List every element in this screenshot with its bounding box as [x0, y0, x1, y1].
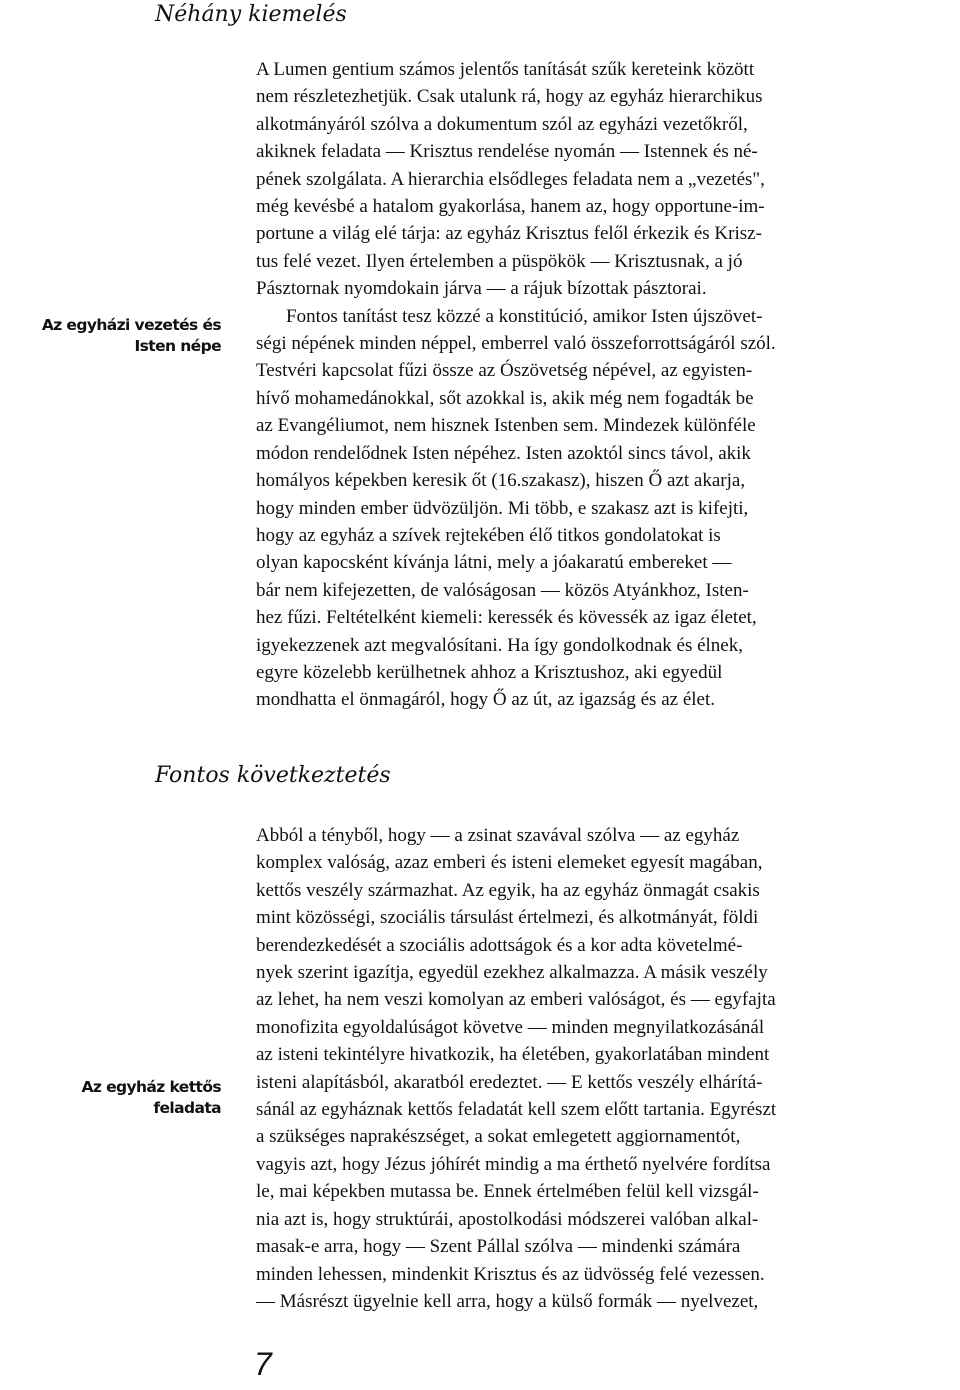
paragraph-line: Fontos tanítást tesz közzé a konstitúció, amikor Isten újszövet-	[286, 305, 763, 327]
paragraph-line: olyan kapocsként kívánja látni, mely a jóakaratú embereket —	[256, 552, 732, 574]
paragraph-line: ségi népének minden néppel, emberrel való összeforrottságáról szól.	[256, 333, 776, 355]
paragraph-line: — Másrészt ügyelnie kell arra, hogy a külső formák — nyelvezet,	[256, 1290, 759, 1312]
paragraph-line: Testvéri kapcsolat fűzi össze az Ószövetség népével, az egyisten-	[256, 360, 753, 382]
paragraph-line: sánál az egyháznak kettős feladatát kell szem előtt tartania. Egyrészt	[256, 1099, 777, 1121]
margin-note-egyhazi-vezetes: Az egyházi vezetés és Isten népe	[41, 316, 221, 355]
paragraph-line: portune a világ elé tárja: az egyház Krisztus felől érkezik és Krisz-	[256, 223, 762, 245]
paragraph-line: nia azt is, hogy struktúrái, apostolkodási módszerei valóban alkal-	[256, 1208, 759, 1230]
paragraph-line: pének szolgálata. A hierarchia elsődleges feladata nem a „vezetés",	[256, 168, 765, 190]
paragraph-line: igyekezzenek azt megvalósítani. Ha így gondolkodnak és élnek,	[256, 634, 743, 656]
section-heading-nehany-kiemeles: Néhány kiemelés	[155, 2, 347, 27]
paragraph-line: mint közösségi, szociális társulást értelmezi, és alkotmányát, földi	[256, 907, 759, 929]
paragraph-line: vagyis azt, hogy Jézus jóhírét mindig a ma érthető nyelvére fordítsa	[256, 1153, 771, 1175]
paragraph-line: hogy az egyház a szívek rejtekében élő titkos gondolatokat is	[256, 524, 721, 546]
paragraph-line: tus felé vezet. Ilyen értelemben a püspökök — Krisztusnak, a jó	[256, 250, 743, 272]
paragraph-line: az lehet, ha nem veszi komolyan az emberi valóságot, és — egyfajta	[256, 989, 776, 1011]
paragraph-line: Pásztornak nyomdokain járva — a rájuk bízottak pásztorai.	[256, 278, 707, 300]
paragraph-line: le, mai képekben mutassa be. Ennek értelmében felül kell vizsgál-	[256, 1181, 759, 1203]
section-heading-fontos-kovetkeztetes: Fontos következtetés	[155, 763, 391, 788]
paragraph-line: Abból a tényből, hogy — a zsinat szavával szólva — az egyház	[256, 825, 740, 846]
paragraph-line: komplex valóság, azaz emberi és isteni elemeket egyesít magában,	[256, 852, 763, 874]
margin-note-egyhaz-kettos-feladata: Az egyház kettős feladata	[81, 1078, 221, 1117]
paragraph-line: még kevésbé a hatalom gyakorlása, hanem az, hogy opportune-im-	[256, 196, 765, 218]
paragraph-line: a szükséges naprakészséget, a sokat emlegetett aggiornamentót,	[256, 1126, 741, 1148]
paragraph-line: módon rendelődnek Isten népéhez. Isten azoktól sincs távol, akik	[256, 442, 751, 464]
paragraph-line: egyre közelebb kerülhetnek ahhoz a Krisztushoz, aki egyedül	[256, 661, 723, 683]
paragraph-line: A Lumen gentium számos jelentős tanítását szűk kereteink között	[256, 59, 755, 80]
paragraph-line: minden lehessen, mindenkit Krisztus és az üdvösség felé vezessen.	[256, 1263, 765, 1285]
paragraph-line: hogy minden ember üdvözüljön. Mi több, e szakasz azt is kifejti,	[256, 497, 749, 519]
page-number: 7	[254, 1346, 272, 1382]
paragraph-line: berendezkedését a szociális adottságok és a kor adta követelmé-	[256, 934, 743, 956]
paragraph-line: nyek szerint igazítja, egyedül ezekhez alkalmazza. A másik veszély	[256, 962, 768, 984]
paragraph-line: kettős veszély származhat. Az egyik, ha az egyház önmagát csakis	[256, 879, 760, 901]
paragraph-line: masak-e arra, hogy — Szent Pállal szólva — mindenki számára	[256, 1236, 741, 1258]
paragraph-line: az isteni tekintélyre hivatkozik, ha életében, gyakorlatában mindent	[256, 1044, 770, 1066]
paragraph-line: akiknek feladata — Krisztus rendelése nyomán — Istennek és né-	[256, 141, 758, 163]
paragraph-line: az Evangéliumot, nem hisznek Istenben sem. Mindezek különféle	[256, 415, 756, 437]
paragraph-line: mondhatta el önmagáról, hogy Ő az út, az igazság és az élet.	[256, 689, 715, 711]
paragraph-lumen-gentium	[256, 56, 958, 714]
paragraph-line: bár nem kifejezetten, de valóságosan — közös Atyánkhoz, Isten-	[256, 579, 749, 601]
paragraph-line: monofizita egyoldalúságot követve — minden megnyilatkozásánál	[256, 1016, 765, 1038]
paragraph-kettos-veszely	[256, 822, 958, 1315]
paragraph-line: hívő mohamedánokkal, sőt azokkal is, akik még nem fogadták be	[256, 387, 754, 409]
paragraph-line: homályos képekben keresik őt (16.szakasz), hiszen Ő azt akarja,	[256, 470, 746, 492]
paragraph-line: alkotmányáról szólva a dokumentum szól az egyházi vezetőkről,	[256, 113, 748, 135]
paragraph-line: isteni alapításból, akaratból eredeztet. — E kettős veszély elhárítá-	[256, 1071, 763, 1093]
paragraph-line: nem részletezhetjük. Csak utalunk rá, hogy az egyház hierarchikus	[256, 86, 763, 108]
paragraph-line: hez fűzi. Feltételként kiemeli: keressék és kövessék az igaz életet,	[256, 607, 757, 629]
